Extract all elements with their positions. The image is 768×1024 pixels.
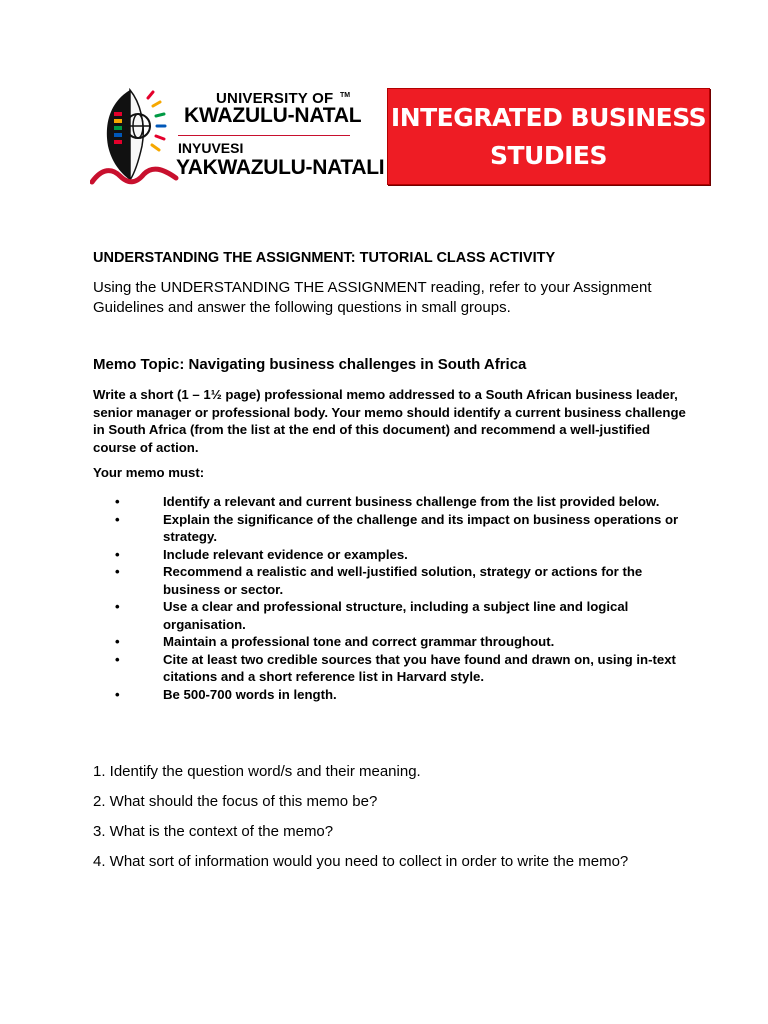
requirement-text: Explain the significance of the challenge and its impact on business operations or strategy. xyxy=(163,511,679,544)
requirement-text: Cite at least two credible sources that you have found and drawn on, using in-text citations and a short reference list in Harvard style. xyxy=(163,651,676,684)
bullet-icon: • xyxy=(115,494,120,509)
bullet-icon: • xyxy=(115,634,120,649)
logo-kwazulu-natal: KWAZULU-NATAL xyxy=(184,104,362,127)
requirement-text: Use a clear and professional structure, including a subject line and logical organisation. xyxy=(163,599,629,632)
list-item xyxy=(93,598,693,633)
requirement-text: Maintain a professional tone and correct grammar throughout. xyxy=(163,634,555,649)
list-item xyxy=(93,563,693,598)
question-item: 3. What is the context of the memo? xyxy=(93,823,334,840)
bullet-icon: • xyxy=(115,686,120,702)
requirement-text: Identify a relevant and current business challenge from the list provided below. xyxy=(163,494,660,509)
question-item: 2. What should the focus of this memo be? xyxy=(93,793,378,810)
memo-must-label: Your memo must: xyxy=(93,465,205,480)
logo-divider xyxy=(178,135,350,136)
logo-inyuvesi: INYUVESI xyxy=(178,140,244,156)
requirement-text: Include relevant evidence or examples. xyxy=(163,546,408,562)
list-item xyxy=(93,493,693,511)
bullet-icon: • xyxy=(115,511,120,527)
course-title-banner xyxy=(387,88,710,185)
activity-heading: UNDERSTANDING THE ASSIGNMENT: TUTORIAL CLASS ACTIVITY xyxy=(93,250,556,266)
question-item: 1. Identify the question word/s and their meaning. xyxy=(93,763,421,780)
list-item xyxy=(93,546,693,564)
logo-trademark: TM xyxy=(340,92,351,99)
requirement-text: Be 500-700 words in length. xyxy=(163,686,337,702)
bullet-icon: • xyxy=(115,599,120,614)
memo-topic-heading: Memo Topic: Navigating business challenges in South Africa xyxy=(93,356,527,373)
list-item xyxy=(93,651,693,686)
memo-description: Write a short (1 – 1½ page) professional memo addressed to a South African business leader, senior manager or professional body. Your memo should identify a current business challenge in South Africa (from the list at the end of this document) and recommend a well-justified course of action. xyxy=(93,387,686,455)
logo-yakwazulu-natali: YAKWAZULU-NATALI xyxy=(176,156,385,179)
list-item xyxy=(93,511,693,546)
requirements-list xyxy=(93,493,693,703)
questions-list xyxy=(93,762,713,882)
intro-paragraph: Using the UNDERSTANDING THE ASSIGNMENT reading, refer to your Assignment Guidelines and answer the following questions in small groups. xyxy=(93,279,652,316)
course-title-line1: INTEGRATED BUSINESS xyxy=(390,102,707,132)
list-item xyxy=(93,633,693,651)
shield-emblem-icon xyxy=(90,84,180,188)
course-title xyxy=(391,99,706,175)
course-title-line2: STUDIES xyxy=(489,140,607,170)
bullet-icon: • xyxy=(115,564,120,579)
question-item: 4. What sort of information would you need to collect in order to write the memo? xyxy=(93,853,629,870)
bullet-icon: • xyxy=(115,546,120,562)
university-logo xyxy=(90,84,385,188)
logo-university-of: UNIVERSITY OF xyxy=(216,90,334,107)
requirement-text: Recommend a realistic and well-justified solution, strategy or actions for the business or sector. xyxy=(163,564,643,597)
list-item xyxy=(93,686,693,704)
bullet-icon: • xyxy=(115,651,120,667)
